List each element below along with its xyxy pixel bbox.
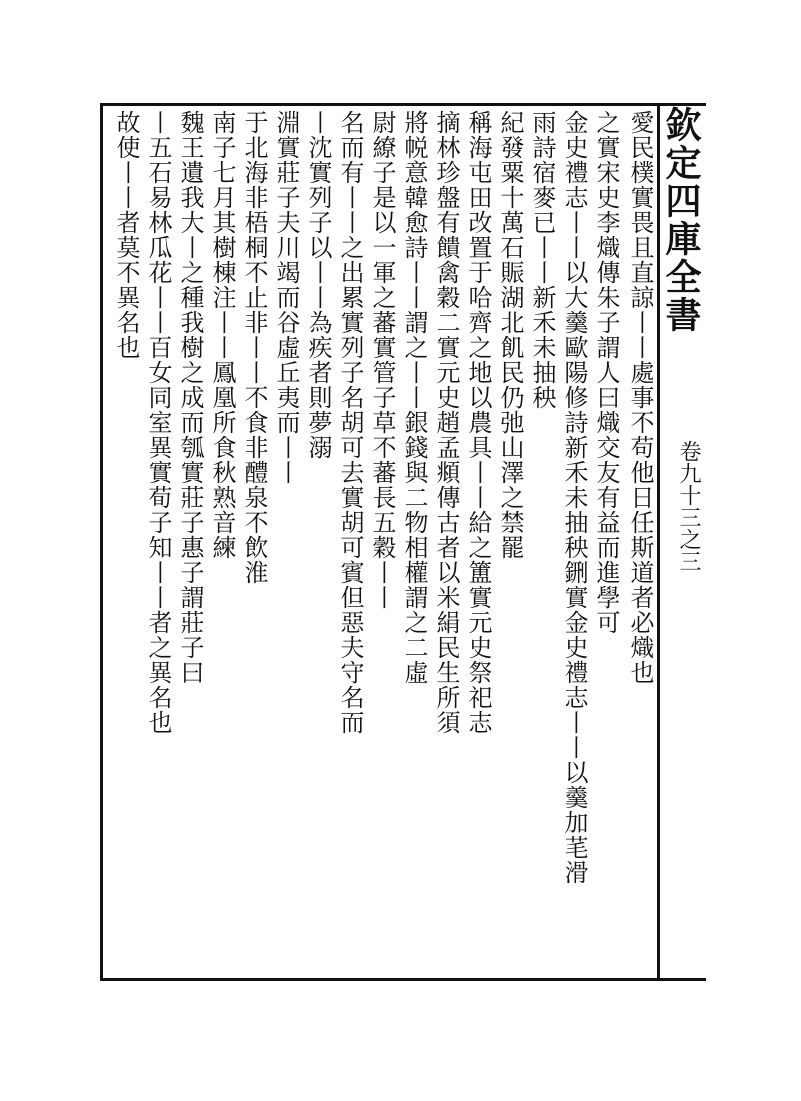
- left-border-rule: [100, 103, 103, 981]
- text-column-13: 于北海非梧桐不止非丨丨不食非醴泉不飲淮: [240, 110, 268, 585]
- top-border-rule: [100, 103, 706, 106]
- text-column-9: 尉繚子是以一軍之蕃實管子草不蕃長五穀丨丨: [368, 110, 396, 610]
- text-column-5: 紀發粟十萬石賑湖北飢民仍弛山澤之禁罷: [496, 110, 524, 560]
- text-column-14: 南子七月其樹棟注丨丨鳳凰所食秋熟音練: [208, 110, 236, 560]
- text-column-10: 名而有丨丨之出累實列子名胡可去實胡可賓但惡夫守名而: [336, 110, 364, 735]
- text-column-15: 魏王遺我大丨之種我樹之成而瓠實莊子惠子謂莊子曰: [176, 110, 204, 685]
- book-title: 欽定四庫全書: [660, 106, 702, 334]
- text-column-11: 丨沈實列子以丨丨為疾者則夢溺: [304, 110, 332, 460]
- text-column-3: 金史禮志丨丨以大羹歐陽修詩新禾未抽秧鉶實金史禮志丨丨以羹加芼滑: [560, 110, 588, 885]
- volume-label: 卷九十三之三: [676, 440, 701, 572]
- text-column-1: 愛民樸實畏且直諒丨丨處事不苟他日任斯道者必熾也: [626, 110, 654, 685]
- text-column-16: 丨五石易林瓜花丨丨百女同室異實荀子知丨丨者之異名也: [144, 110, 172, 735]
- text-column-7: 摘林珍盤有饋禽穀二實元史趙孟頫傳古者以米絹民生所須: [432, 110, 460, 735]
- text-column-8: 將帨意韓愈詩丨丨謂之丨丨銀錢與二物相權謂之二虛: [400, 110, 428, 685]
- bottom-border-rule: [100, 978, 706, 981]
- text-column-12: 淵實莊子夫川竭而谷虛丘夷而丨丨: [272, 110, 300, 485]
- text-column-4: 雨詩宿麥已丨丨新禾未抽秧: [528, 110, 556, 410]
- text-column-2: 之實宋史李熾傳朱子謂人曰熾交友有益而進學可: [592, 110, 620, 635]
- text-column-6: 稱海屯田改置于哈齊之地以農具丨丨給之簠實元史祭祀志: [464, 110, 492, 735]
- text-column-17: 故使丨丨者莫不異名也: [112, 110, 140, 360]
